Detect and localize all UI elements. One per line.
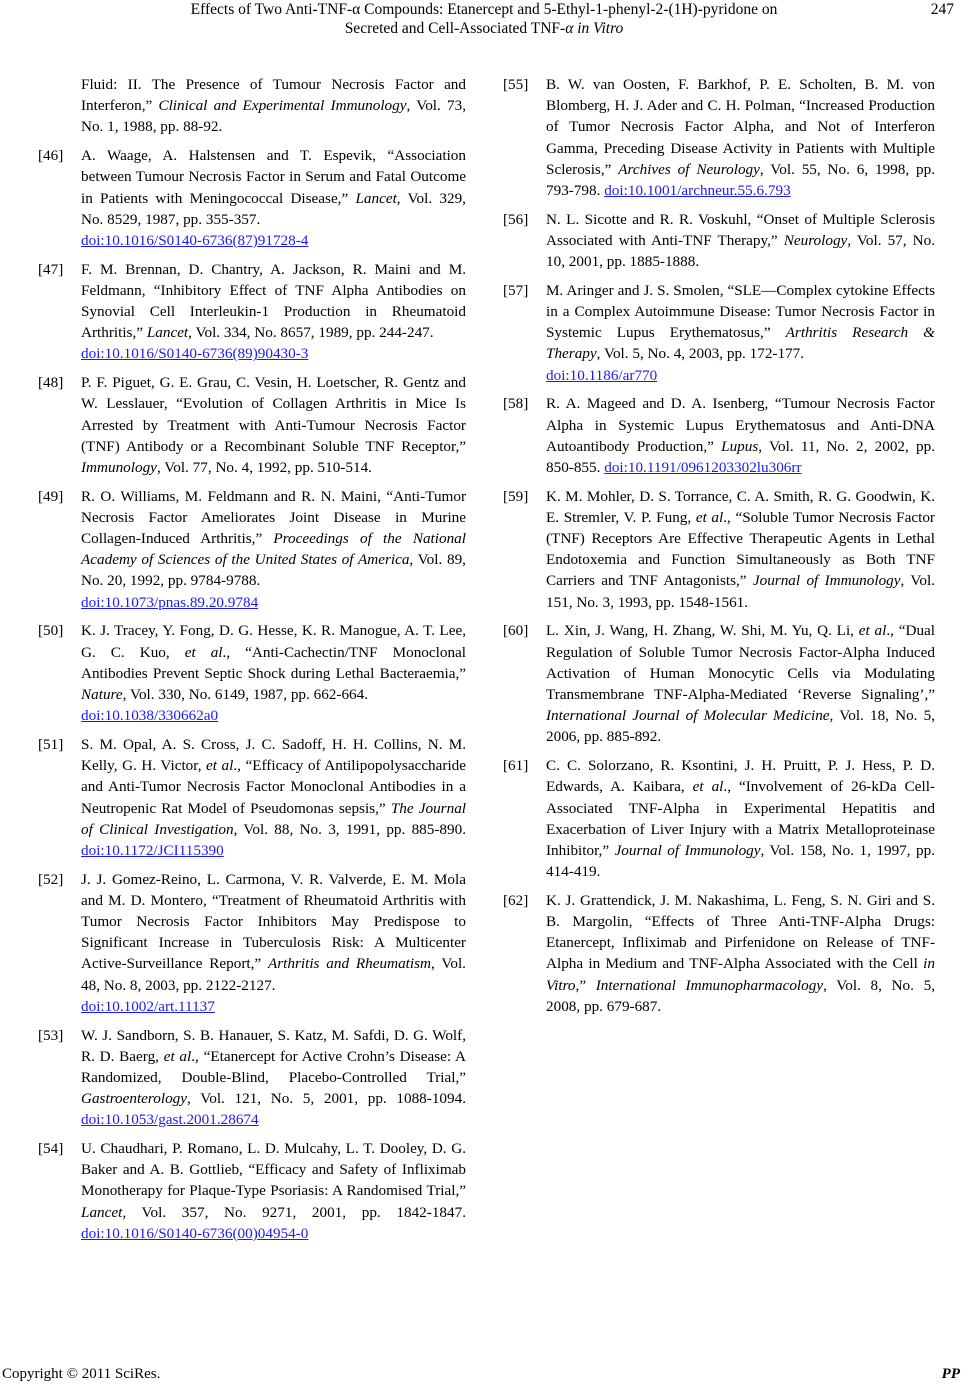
reference-47: [38, 259, 466, 365]
ref-journal: The Journal of Clinical Investigation: [81, 799, 467, 838]
ref-text: N. L. Sicotte and R. R. Voskuhl, “Onset of Multiple Sclerosis Associated with Anti-TNF Therapy,”: [546, 210, 935, 249]
doi-link[interactable]: doi:10.1001/archneur.55.6.793: [604, 182, 791, 200]
ref-details: , Vol. 357, No. 9271, 2001, pp. 1842-1847.: [122, 1203, 466, 1221]
ref-number: [62]: [503, 891, 529, 909]
ref-number: [57]: [503, 281, 529, 299]
header-title-line-2-italic: α in Vitro: [565, 20, 624, 37]
ref-text: S. M. Opal, A. S. Cross, J. C. Sadoff, H. H. Collins, N. M. Kelly, G. H. Victor,: [81, 735, 466, 775]
ref-journal: International Journal of Molecular Medicine: [546, 707, 830, 725]
header-title-line-2-text: Secreted and Cell-Associated TNF-: [344, 20, 566, 37]
reference-46: [38, 145, 466, 251]
reference-57: [503, 280, 935, 386]
reference-55: [503, 74, 935, 201]
ref-details: , Vol. 5, No. 4, 2003, pp. 172-177.: [596, 345, 805, 363]
ref-number: [49]: [38, 487, 64, 505]
ref-details: , Vol. 11, No. 2, 2002, pp. 850-855.: [546, 437, 936, 476]
ref-text: P. F. Piguet, G. E. Grau, C. Vesin, H. Loetscher, R. Gentz and W. Lesslauer, “Evolution of Collagen Arthritis in Mice Is Arrested by Treatment with Anti-Tumour Necrosis Factor (TNF) Antibody or a Recombinant Soluble TNF Receptor,”: [81, 374, 466, 455]
doi-link[interactable]: doi:10.1186/ar770: [546, 366, 658, 384]
ref-details: , Vol. 55, No. 6, 1998, pp. 793-798.: [546, 160, 935, 200]
ref-details: , Vol. 158, No. 1, 1997, pp. 414-419.: [546, 841, 936, 881]
ref-text: ., “Involvement of 26-kDa Cell-Associated TNF-Alpha in Experimental Hepatitis and Exacerbation of Liver Injury with a Matrix Metalloproteinase Inhibitor,”: [546, 778, 935, 859]
doi-link[interactable]: doi:10.1073/pnas.89.20.9784: [81, 593, 259, 611]
ref-number: [56]: [503, 210, 529, 228]
ref-journal: Nature: [81, 685, 123, 703]
ref-journal: Lancet: [146, 324, 189, 342]
ref-text: ., “Etanercept for Active Crohn’s Disease: A Randomized, Double-Blind, Placebo-Controlled Trial,”: [81, 1047, 467, 1086]
header-title-line-1: Effects of Two Anti-TNF-α Compounds: Etanercept and 5-Ethyl-1-phenyl-2-(1H)-pyridone on: [190, 1, 778, 18]
ref-text: K. J. Grattendick, J. M. Nakashima, L. Feng, S. N. Giri and S. B. Margolin, “Effects of Three Anti-TNF-Alpha Drugs: Etanercept, Infliximab and Pirfenidone on Release of TNF-Alpha in Medium and TNF-Alpha Associated with the Cell: [546, 891, 935, 973]
ref-journal: Neurology: [783, 231, 848, 249]
ref-details: , Vol. 8, No. 5, 2008, pp. 679-687.: [546, 976, 935, 1015]
ref-italic-term: in Vitro: [546, 955, 935, 994]
ref-details: , Vol. 48, No. 8, 2003, pp. 2122-2127.: [81, 955, 466, 994]
ref-text: K. J. Tracey, Y. Fong, D. G. Hesse, K. R. Manogue, A. T. Lee, G. C. Kuo,: [81, 622, 466, 661]
ref-details: , Vol. 329, No. 8529, 1987, pp. 355-357.: [81, 189, 466, 228]
journal-abbreviation: PP: [941, 1366, 960, 1382]
ref-etal: et al: [184, 643, 223, 661]
ref-journal: Archives of Neurology: [618, 160, 760, 178]
ref-details: , Vol. 88, No. 3, 1991, pp. 885-890.: [233, 820, 467, 838]
ref-etal: et al: [206, 757, 234, 775]
ref-details: , Vol. 121, No. 5, 2001, pp. 1088-1094.: [187, 1090, 466, 1108]
ref-details: , Vol. 73, No. 1, 1988, pp. 88-92.: [81, 97, 466, 136]
ref-text: J. J. Gomez-Reino, L. Carmona, V. R. Valverde, E. M. Mola and M. D. Montero, “Treatment of Rheumatoid Arthritis with Tumor Necrosis Factor Inhibitors May Predispose to Significant Increase in Tuberculosis Risk: A Multicenter Active-Surveillance Report,”: [81, 870, 466, 973]
reference-53: [38, 1025, 466, 1131]
doi-link[interactable]: doi:10.1038/330662a0: [81, 707, 219, 725]
reference-60: [503, 620, 935, 747]
ref-text: C. C. Solorzano, R. Ksontini, J. H. Pruitt, P. J. Hess, P. D. Edwards, A. Kaibara,: [546, 757, 935, 796]
ref-text: ., “Soluble Tumor Necrosis Factor (TNF) Receptors Are Effective Therapeutic Agents in Lethal Endotoxemia and Function Simultaneously as Both TNF Carriers and TNF Antagonists,”: [546, 508, 935, 590]
ref-text: U. Chaudhari, P. Romano, L. D. Mulcahy, L. T. Dooley, D. G. Baker and A. B. Gottlieb, “Efficacy and Safety of Infliximab Monotherapy for Plaque-Type Psoriasis: A Randomised Trial,”: [81, 1140, 466, 1200]
ref-number: [46]: [38, 147, 64, 165]
ref-journal: Lancet: [355, 189, 397, 207]
ref-journal: Immunology: [81, 458, 157, 476]
reference-59: [503, 486, 935, 613]
ref-journal: Arthritis Research & Therapy: [546, 324, 935, 363]
ref-text: M. Aringer and J. S. Smolen, “SLE—Complex cytokine Effects in a Complex Autoimmune Disease: Tumor Necrosis Factor in Systemic Lupus Erythematosus,”: [546, 281, 935, 342]
ref-text: R. O. Williams, M. Feldmann and R. N. Maini, “Anti-Tumor Necrosis Factor Ameliorates Joint Disease in Murine Collagen-Induced Arthritis,”: [81, 487, 466, 548]
ref-number: [48]: [38, 374, 64, 392]
ref-text: B. W. van Oosten, F. Barkhof, P. E. Scholten, B. M. von Blomberg, H. J. Ader and C. H. Polman, “Increased Production of Tumor Necrosis Factor Alpha, and Not of Interferon Gamma, Preceding Disease Activity in Patients with Multiple Sclerosis,”: [546, 76, 935, 178]
copyright-notice: Copyright © 2011 SciRes.: [2, 1366, 161, 1382]
ref-number: [52]: [38, 870, 64, 888]
ref-journal: Lancet: [81, 1203, 123, 1221]
ref-text: ., “Dual Regulation of Soluble Tumor Necrosis Factor-Alpha Induced Activation of Human Monocytic Cells via Modulating Transmembrane TNF-Alpha-Mediated ‘Reverse Signaling’,”: [546, 622, 936, 703]
reference-61: [503, 755, 935, 882]
ref-journal: Journal of Immunology: [752, 572, 901, 590]
ref-journal: Arthritis and Rheumatism: [267, 955, 431, 973]
doi-link[interactable]: doi:10.1016/S0140-6736(00)04954-0: [81, 1224, 309, 1242]
reference-54: [38, 1138, 466, 1244]
ref-text: Fluid: II. The Presence of Tumour Necrosis Factor and Interferon,”: [81, 76, 466, 115]
ref-journal: Journal of Immunology: [614, 841, 761, 859]
ref-text: ., “Anti-Cachectin/TNF Monoclonal Antibodies Prevent Septic Shock during Lethal Bacteraemia,”: [81, 643, 466, 682]
doi-link[interactable]: doi:10.1002/art.11137: [81, 997, 215, 1015]
ref-etal: et al: [163, 1047, 192, 1065]
ref-text: K. M. Mohler, D. S. Torrance, C. A. Smith, R. G. Goodwin, K. E. Stremler, V. P. Fung,: [546, 487, 935, 526]
doi-link[interactable]: doi:10.1016/S0140-6736(89)90430-3: [81, 345, 309, 363]
ref-details: , Vol. 334, No. 8657, 1989, pp. 244-247.: [188, 324, 434, 342]
header-title-line-2: [40, 19, 928, 39]
ref-text: ., “Efficacy of Antilipopolysaccharide and Anti-Tumor Necrosis Factor Monoclonal Antibodies in a Neutropenic Rat Model of Pseudomonas sepsis,”: [81, 757, 467, 817]
reference-62: [503, 890, 935, 1017]
left-column: [38, 74, 466, 1252]
page-number: 247: [930, 1, 954, 18]
ref-text: L. Xin, J. Wang, H. Zhang, W. Shi, M. Yu, Q. Li,: [546, 622, 859, 640]
ref-number: [60]: [503, 622, 529, 640]
right-column: [503, 74, 935, 1025]
doi-link[interactable]: doi:10.1053/gast.2001.28674: [81, 1111, 259, 1129]
ref-details: , Vol. 57, No. 10, 2001, pp. 1885-1888.: [546, 231, 936, 271]
ref-details: , Vol. 89, No. 20, 1992, pp. 9784-9788.: [81, 551, 466, 590]
ref-journal: Lupus: [721, 437, 759, 455]
reference-56: [503, 209, 935, 273]
ref-number: [55]: [503, 76, 529, 93]
ref-number: [47]: [38, 260, 64, 278]
ref-etal: et al: [695, 508, 724, 526]
reference-continuation: [38, 74, 466, 138]
doi-link[interactable]: doi:10.1172/JCI115390: [81, 841, 224, 859]
ref-number: [51]: [38, 735, 64, 753]
ref-number: [61]: [503, 757, 529, 775]
ref-text: R. A. Mageed and D. A. Isenberg, “Tumour Necrosis Factor Alpha in Systemic Lupus Erythematosus and Anti-DNA Autoantibody Production,”: [546, 395, 935, 455]
ref-details: , Vol. 18, No. 5, 2006, pp. 885-892.: [546, 707, 935, 746]
ref-text: A. Waage, A. Halstensen and T. Espevik, “Association between Tumour Necrosis Factor in Serum and Fatal Outcome in Patients with Meningococcal Disease,”: [81, 147, 466, 207]
ref-etal: et al: [858, 622, 887, 640]
doi-link[interactable]: doi:10.1191/0961203302lu306rr: [604, 458, 802, 476]
ref-details: , Vol. 151, No. 3, 1993, pp. 1548-1561.: [546, 572, 935, 611]
ref-number: [53]: [38, 1026, 64, 1044]
ref-details: , Vol. 77, No. 4, 1992, pp. 510-514.: [156, 458, 372, 476]
ref-journal: Gastroenterology: [81, 1090, 188, 1108]
ref-journal: Proceedings of the National Academy of Sciences of the United States of America: [81, 530, 466, 569]
ref-number: [59]: [503, 487, 529, 505]
ref-number: [50]: [38, 622, 64, 640]
reference-49: [38, 486, 466, 613]
ref-journal: Clinical and Experimental Immunology: [158, 97, 407, 115]
doi-link[interactable]: doi:10.1016/S0140-6736(87)91728-4: [81, 231, 309, 249]
ref-text: ,”: [575, 976, 596, 994]
running-header: [0, 0, 968, 40]
ref-etal: et al: [692, 778, 724, 796]
ref-details: , Vol. 330, No. 6149, 1987, pp. 662-664.: [122, 685, 369, 703]
reference-50: [38, 620, 466, 726]
reference-52: [38, 869, 466, 1017]
ref-text: W. J. Sandborn, S. B. Hanauer, S. Katz, M. Safdi, D. G. Wolf, R. D. Baerg,: [81, 1026, 466, 1065]
reference-48: [38, 372, 466, 478]
ref-journal: International Immunopharmacology: [595, 976, 824, 994]
ref-text: F. M. Brennan, D. Chantry, A. Jackson, R. Maini and M. Feldmann, “Inhibitory Effect of TNF Alpha Antibodies on Synovial Cell Interleukin-1 Production in Rheumatoid Arthritis,”: [81, 260, 466, 342]
reference-58: [503, 393, 935, 478]
reference-51: [38, 734, 466, 861]
ref-number: [54]: [38, 1140, 64, 1158]
ref-number: [58]: [503, 395, 529, 413]
